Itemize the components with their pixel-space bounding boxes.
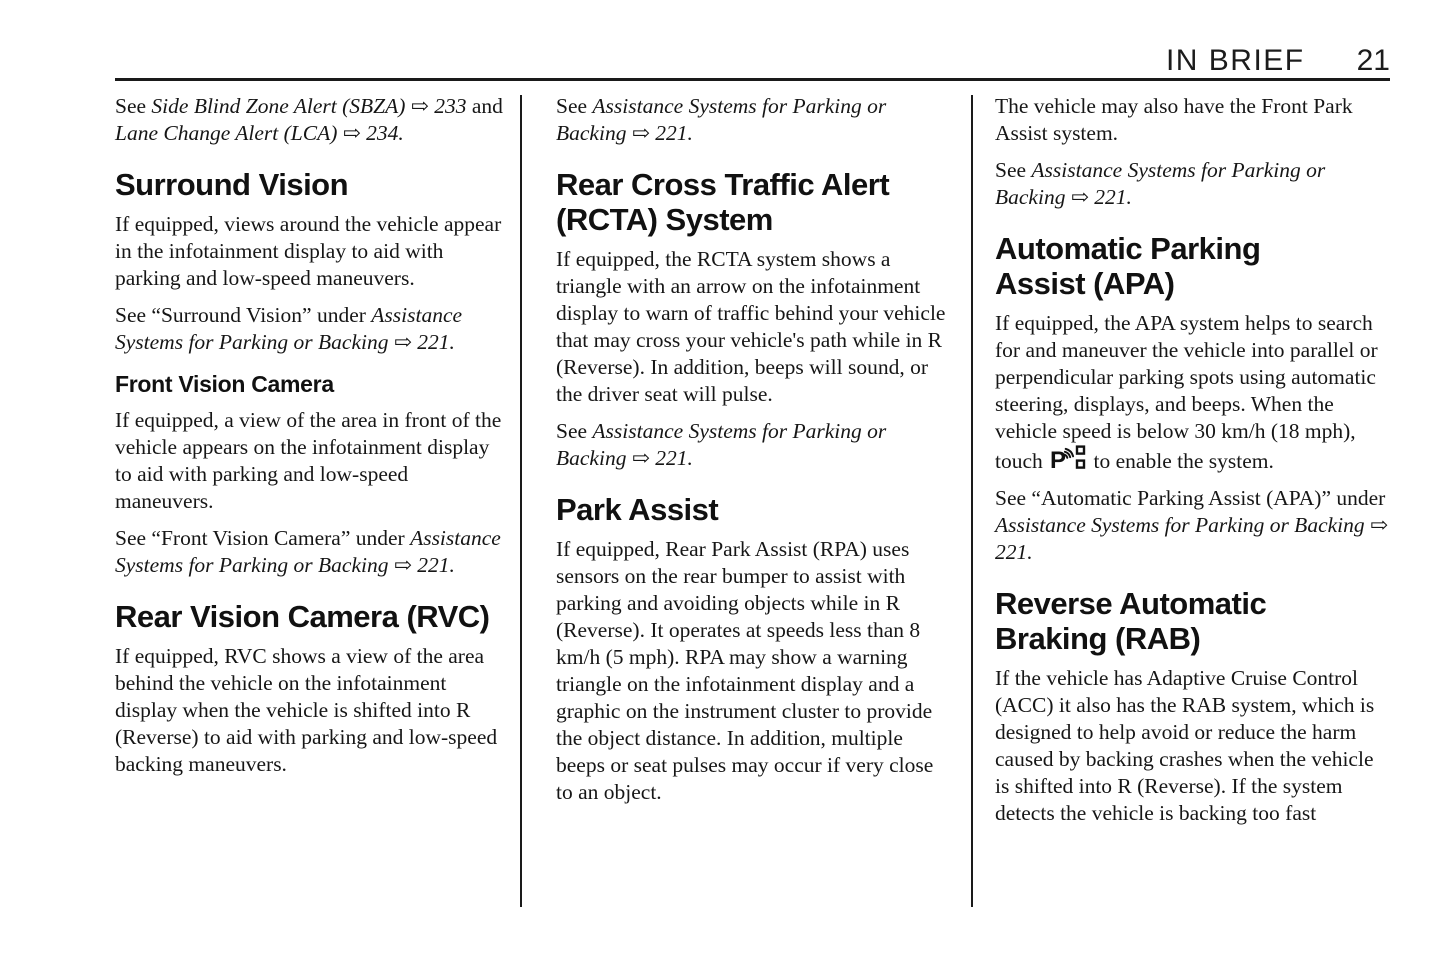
ref-arrow: ⇨: [626, 121, 656, 145]
paragraph-park-assist: If equipped, Rear Park Assist (RPA) uses sensors on the rear bumper to assist with parking and avoiding objects while in R (Reverse). It operates at speeds less than 8 km/h (5 mph). RPA may show a warning triangle on the infotainment display and a graphic on the instrument cluster to provide the object distance. In addition, multiple beeps or seat pulses may occur if very close to an object.: [556, 537, 934, 804]
cross-reference-sbza-lca: [115, 93, 511, 147]
cross-reference-apa: [995, 485, 1391, 566]
ref-arrow: ⇨: [1065, 185, 1095, 209]
column-1: [115, 93, 511, 788]
ref-page: 221.: [995, 540, 1033, 564]
ref-page: 234.: [366, 121, 404, 145]
text-run: See: [556, 94, 593, 118]
ref-italic: Assistance Systems for Parking or Backing: [995, 158, 1326, 209]
ref-italic: Lane Change Alert (LCA): [115, 121, 338, 145]
ref-arrow: ⇨: [388, 330, 418, 354]
subsection-heading-front-vision-camera: Front Vision Camera: [115, 371, 334, 397]
section-heading-rab: [995, 586, 1391, 656]
text-run: See “Surround Vision” under: [115, 303, 372, 327]
automatic-parking-assist-icon: [1050, 445, 1086, 473]
text-run: See: [995, 158, 1032, 182]
ref-italic: Assistance Systems for Parking or Backing: [556, 94, 887, 145]
paragraph-front-vision-camera: If equipped, a view of the area in front of the vehicle appears on the infotainment display to aid with parking and low-speed maneuvers.: [115, 408, 502, 513]
ref-italic: Side Blind Zone Alert (SBZA): [151, 94, 406, 118]
ref-italic: Assistance Systems for Parking or Backing: [556, 419, 887, 470]
heading-line: Assist (APA): [995, 266, 1175, 301]
ref-page: 233: [434, 94, 467, 118]
svg-text:P: P: [1050, 447, 1067, 473]
heading-line: Braking (RAB): [995, 621, 1201, 656]
section-heading-park-assist: Park Assist: [556, 492, 719, 527]
column-divider-1: [520, 95, 522, 907]
ref-arrow: ⇨: [1364, 513, 1389, 537]
heading-line: Reverse Automatic: [995, 586, 1267, 621]
heading-line: Rear Cross Traffic Alert: [556, 167, 890, 202]
section-heading-rear-vision-camera: Rear Vision Camera (RVC): [115, 599, 490, 634]
paragraph-surround-vision: If equipped, views around the vehicle appear in the infotainment display to aid with parking and low-speed maneuvers.: [115, 212, 502, 290]
chapter-title: IN BRIEF: [1165, 44, 1305, 77]
ref-italic: Assistance Systems for Parking or Backing: [115, 303, 463, 354]
cross-reference-parking-backing: [995, 157, 1391, 211]
paragraph-rab: If the vehicle has Adaptive Cruise Control (ACC) it also has the RAB system, which is designed to help avoid or reduce the harm caused by backing crashes when the vehicle is shifted into R (Reverse). If the system detects the vehicle is backing too fast: [995, 666, 1375, 825]
text-run: See “Automatic Parking Assist (APA)” under: [995, 486, 1386, 510]
section-heading-surround-vision: Surround Vision: [115, 167, 349, 202]
text-run: See: [556, 419, 593, 443]
text-run: If equipped, the APA system helps to search for and maneuver the vehicle into parallel or perpendicular parking spots using automatic steering, displays, and beeps. When the vehicle speed is below 30 km/h (18 mph), touch: [995, 311, 1378, 473]
ref-arrow: ⇨: [626, 446, 656, 470]
section-heading-rcta: [556, 167, 952, 237]
ref-arrow: ⇨: [405, 94, 435, 118]
column-divider-2: [971, 95, 973, 907]
text-run: to enable the system.: [1088, 449, 1274, 473]
header-rule: [115, 78, 1390, 81]
ref-arrow: ⇨: [337, 121, 367, 145]
ref-page: 221.: [655, 446, 693, 470]
text-run: See: [115, 94, 152, 118]
heading-line: (RCTA) System: [556, 202, 773, 237]
paragraph-rear-vision-camera: If equipped, RVC shows a view of the area behind the vehicle on the infotainment display when the vehicle is shifted into R (Reverse) to aid with parking and low-speed backing maneuvers.: [115, 644, 498, 776]
cross-reference-parking-backing: [556, 93, 952, 147]
ref-page: 221.: [655, 121, 693, 145]
ref-italic: Assistance Systems for Parking or Backing: [995, 513, 1365, 537]
paragraph-rcta: If equipped, the RCTA system shows a triangle with an arrow on the infotainment display to warn of traffic behind your vehicle that may cross your vehicle's path while in R (Reverse). In addition, beeps will sound, or the driver seat will pulse.: [556, 247, 946, 406]
ref-page: 221.: [417, 553, 455, 577]
page-number: 21: [1356, 44, 1390, 77]
cross-reference-parking-backing: [556, 418, 952, 472]
column-2: [556, 93, 952, 816]
ref-italic: Assistance Systems for Parking or Backing: [115, 526, 501, 577]
paragraph-apa: [995, 310, 1391, 475]
section-heading-apa: [995, 231, 1391, 301]
cross-reference-front-vision-camera: [115, 525, 511, 579]
text-run: See “Front Vision Camera” under: [115, 526, 411, 550]
ref-arrow: ⇨: [388, 553, 418, 577]
heading-line: Automatic Parking: [995, 231, 1261, 266]
running-header: [115, 44, 1390, 78]
cross-reference-surround-vision: [115, 302, 511, 356]
text-run: and: [466, 94, 503, 118]
column-3: [995, 93, 1391, 837]
ref-page: 221.: [1094, 185, 1132, 209]
ref-page: 221.: [417, 330, 455, 354]
paragraph-front-park-assist: The vehicle may also have the Front Park Assist system.: [995, 94, 1353, 145]
